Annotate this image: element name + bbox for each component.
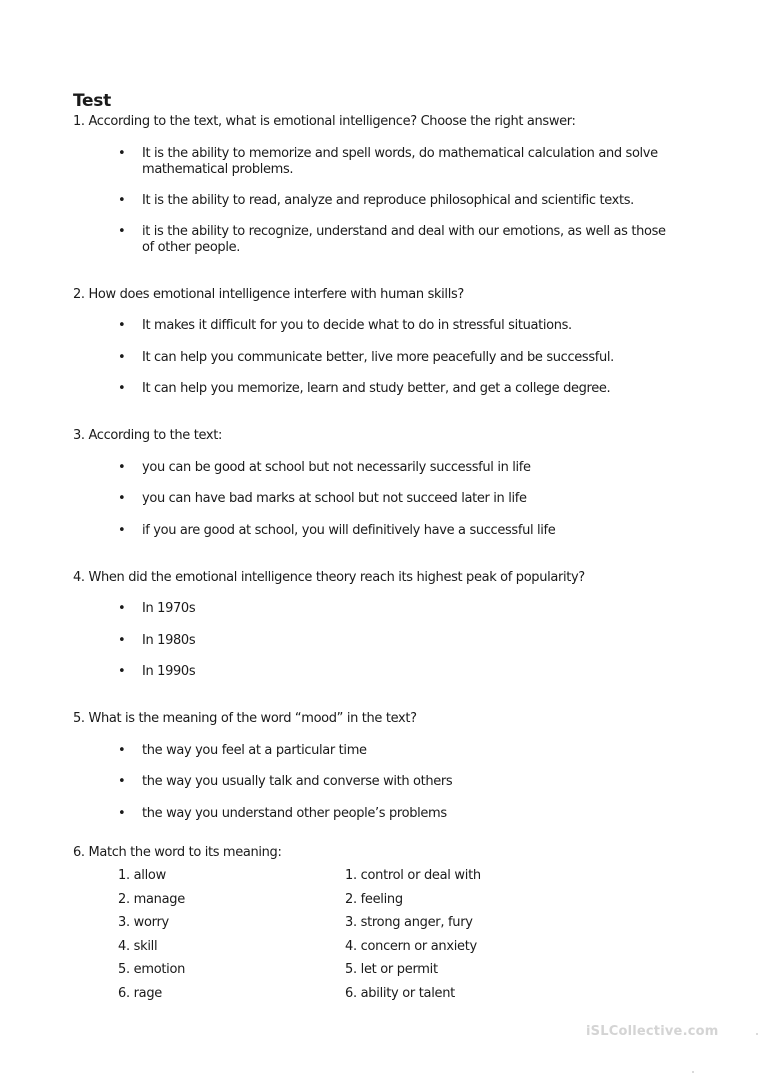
question-3-option-1 <box>118 460 678 476</box>
match-word: 5. emotion <box>118 962 186 977</box>
question-1-option-3 <box>118 224 678 256</box>
bullet-icon: • <box>118 146 126 161</box>
bullet-icon: • <box>118 350 126 365</box>
question-5-prompt: 5. What is the meaning of the word “mood” in the text? <box>73 711 417 726</box>
question-4-option-1 <box>118 601 678 617</box>
option-text: In 1990s <box>142 664 196 679</box>
bullet-icon: • <box>118 743 126 758</box>
option-text: In 1980s <box>142 633 196 648</box>
option-text: In 1970s <box>142 601 196 616</box>
question-2-option-1 <box>118 318 678 334</box>
match-meaning: 1. control or deal with <box>345 868 481 883</box>
bullet-icon: • <box>118 491 126 506</box>
worksheet-title: Test <box>73 91 111 111</box>
option-text: the way you understand other people’s problems <box>142 806 447 821</box>
match-word: 6. rage <box>118 986 162 1001</box>
bullet-icon: • <box>118 460 126 475</box>
match-meaning: 4. concern or anxiety <box>345 939 477 954</box>
question-4-prompt: 4. When did the emotional intelligence theory reach its highest peak of popularity? <box>73 570 585 585</box>
bullet-icon: • <box>118 193 126 208</box>
option-text: It can help you communicate better, live more peacefully and be successful. <box>142 350 614 365</box>
bullet-icon: • <box>118 224 126 239</box>
question-2-option-3 <box>118 381 678 397</box>
bullet-icon: • <box>118 318 126 333</box>
match-word: 1. allow <box>118 868 166 883</box>
question-1-option-1 <box>118 146 678 178</box>
bullet-icon: • <box>118 381 126 396</box>
question-3-option-2 <box>118 491 678 507</box>
match-word: 2. manage <box>118 892 185 907</box>
option-text: it is the ability to recognize, understand and deal with our emotions, as well as those of other people. <box>142 224 666 255</box>
option-text: the way you usually talk and converse with others <box>142 774 453 789</box>
question-1-prompt: 1. According to the text, what is emotional intelligence? Choose the right answer: <box>73 114 576 129</box>
match-meaning: 6. ability or talent <box>345 986 455 1001</box>
option-text: if you are good at school, you will definitively have a successful life <box>142 523 556 538</box>
speck-mark <box>756 1033 758 1035</box>
bullet-icon: • <box>118 601 126 616</box>
option-text: you can be good at school but not necessarily successful in life <box>142 460 531 475</box>
bullet-icon: • <box>118 774 126 789</box>
bullet-icon: • <box>118 633 126 648</box>
question-3-option-3 <box>118 523 678 539</box>
option-text: It makes it difficult for you to decide what to do in stressful situations. <box>142 318 572 333</box>
match-word: 4. skill <box>118 939 158 954</box>
match-meaning: 3. strong anger, fury <box>345 915 473 930</box>
speck-mark <box>692 1071 694 1073</box>
option-text: you can have bad marks at school but not succeed later in life <box>142 491 527 506</box>
watermark: iSLCollective.com <box>586 1024 719 1039</box>
match-word: 3. worry <box>118 915 169 930</box>
question-1-option-2 <box>118 193 678 209</box>
question-5-option-2 <box>118 774 678 790</box>
match-meaning: 5. let or permit <box>345 962 438 977</box>
option-text: It can help you memorize, learn and study better, and get a college degree. <box>142 381 611 396</box>
question-2-option-2 <box>118 350 678 366</box>
bullet-icon: • <box>118 523 126 538</box>
question-5-option-1 <box>118 743 678 759</box>
question-6-prompt: 6. Match the word to its meaning: <box>73 845 282 860</box>
option-text: It is the ability to memorize and spell words, do mathematical calculation and solve mathematical problems. <box>142 146 658 177</box>
question-5-option-3 <box>118 806 678 822</box>
option-text: It is the ability to read, analyze and reproduce philosophical and scientific texts. <box>142 193 634 208</box>
option-text: the way you feel at a particular time <box>142 743 367 758</box>
bullet-icon: • <box>118 806 126 821</box>
question-4-option-3 <box>118 664 678 680</box>
question-2-prompt: 2. How does emotional intelligence interfere with human skills? <box>73 287 464 302</box>
question-4-option-2 <box>118 633 678 649</box>
question-3-prompt: 3. According to the text: <box>73 428 222 443</box>
bullet-icon: • <box>118 664 126 679</box>
match-meaning: 2. feeling <box>345 892 403 907</box>
